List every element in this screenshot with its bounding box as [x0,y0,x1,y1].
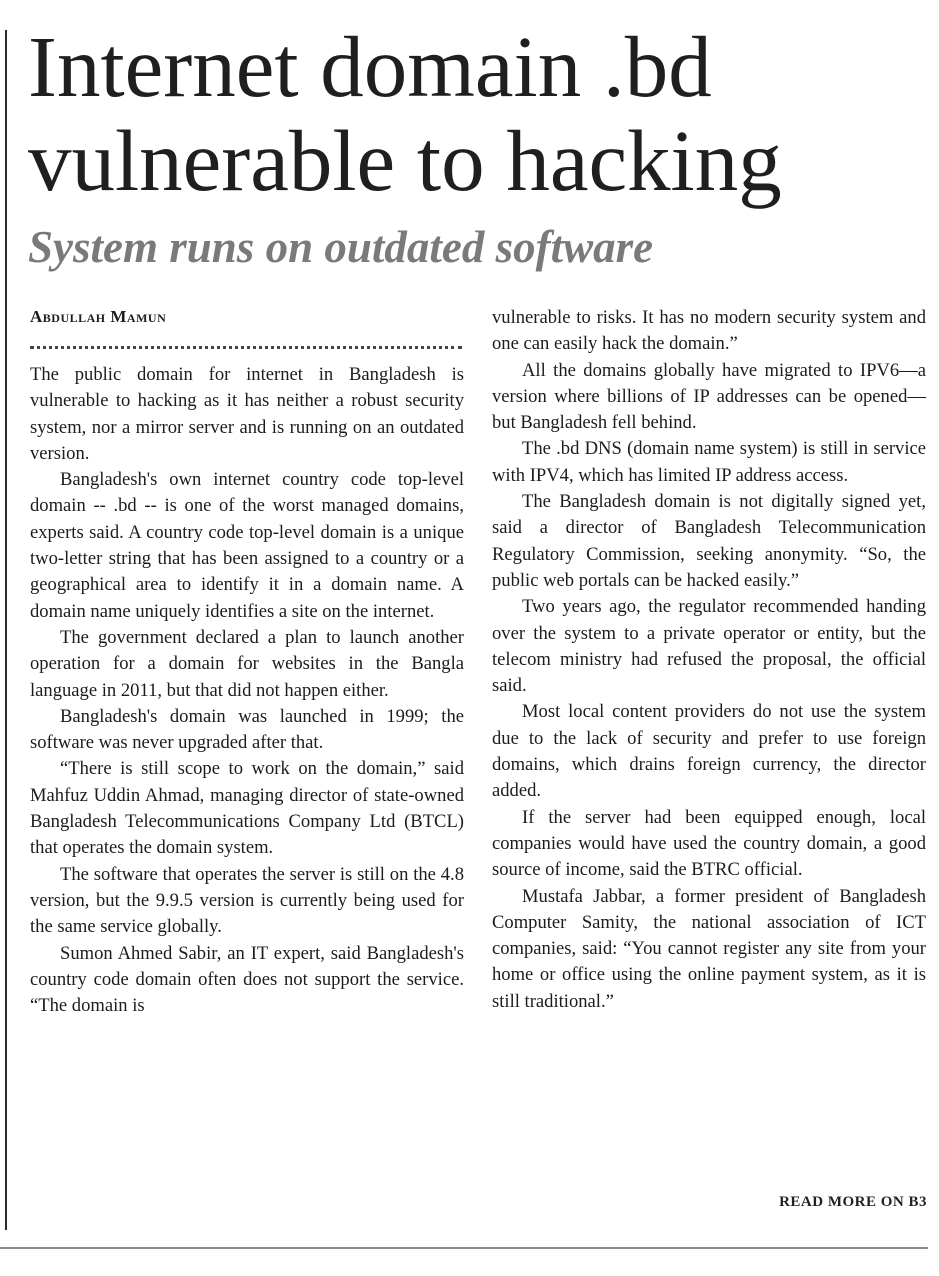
paragraph: Bangladesh's domain was launched in 1999; the software was never upgraded after that. [30,705,464,754]
paragraph: The government declared a plan to launch another operation for a domain for websites in the Bangla language in 2011, but that did not happen either. [30,626,464,701]
paragraph: Mustafa Jabbar, a former president of Bangladesh Computer Samity, the national association of ICT companies, said: “You cannot register any site from your home or office using the online payment system, as it is still traditional.” [492,885,926,1012]
left-column [30,362,464,1019]
paragraph: vulnerable to risks. It has no modern security system and one can easily hack the domain.” [492,307,926,355]
paragraph: Two years ago, the regulator recommended handing over the system to a private operator or entity, but the telecom ministry had refused the proposal, the official said. [492,596,926,697]
left-column-rule [5,30,7,1230]
paragraph: “There is still scope to work on the domain,” said Mahfuz Uddin Ahmad, managing director of state-owned Bangladesh Telecommunications Company Ltd (BTCL) that operates the domain system. [30,758,464,859]
paragraph: The public domain for internet in Bangladesh is vulnerable to hacking as it has neither a robust security system, nor a mirror server and is running on an outdated version. [30,364,464,464]
headline: Internet domain .bd vulnerable to hacking [28,18,782,209]
byline-divider [30,346,462,349]
paragraph: Sumon Ahmed Sabir, an IT expert, said Bangladesh's country code domain often does not support the service. “The domain is [30,942,464,1017]
byline: Abdullah Mamun [30,307,167,326]
bottom-rule [0,1247,928,1249]
paragraph: The Bangladesh domain is not digitally signed yet, said a director of Bangladesh Telecommunication Regulatory Commission, seeking anonymity. “So, the public web portals can be hacked easily.” [492,491,926,591]
paragraph: The .bd DNS (domain name system) is still in service with IPV4, which has limited IP address access. [492,438,926,486]
read-more-link[interactable]: READ MORE ON B3 [779,1194,927,1210]
right-column [492,305,926,1015]
paragraph: Bangladesh's own internet country code top-level domain -- .bd -- is one of the worst managed domains, experts said. A country code top-level domain is a unique two-letter string that has been assigned to a country or a geographical area to identify it in a domain name. A domain name uniquely identifies a site on the internet. [30,469,464,622]
paragraph: All the domains globally have migrated to IPV6—a version where billions of IP addresses can be opened—but Bangladesh fell behind. [492,359,926,434]
paragraph: Most local content providers do not use the system due to the lack of security and prefer to use foreign domains, which drains foreign currency, the director added. [492,701,926,802]
subheadline: System runs on outdated software [28,222,654,272]
paragraph: The software that operates the server is still on the 4.8 version, but the 9.9.5 version is currently being used for the same service globally. [30,863,464,938]
paragraph: If the server had been equipped enough, local companies would have used the country domain, a good source of income, said the BTRC official. [492,806,926,881]
